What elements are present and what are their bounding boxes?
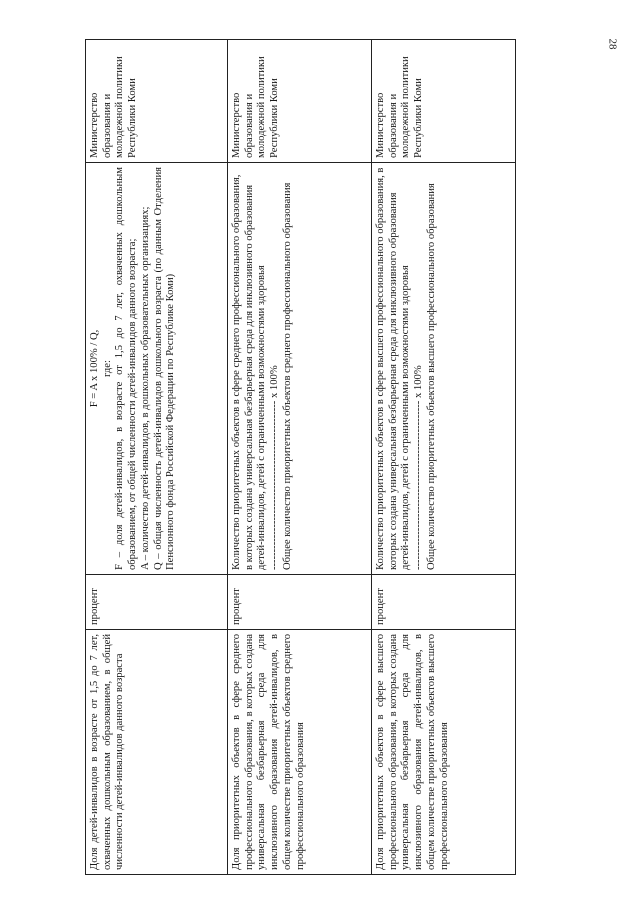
method-cell [372, 163, 516, 575]
unit-cell [372, 575, 516, 630]
indicator-name-cell [86, 630, 228, 875]
indicator-name: Доля приоритетных объектов в сфере высшего профессионального образования, в которых создана универсальная безбарьерная среда для инклюзивного образования детей-инвалидов, в общем количестве приоритетных объектов высшего профессионального образования [375, 634, 450, 870]
formula-where: где: [101, 360, 113, 377]
method-cell [228, 163, 372, 575]
unit-label: процент [231, 588, 242, 625]
responsible-cell [372, 40, 516, 163]
formula-definition: Q – общая численность детей-инвалидов дошкольного возраста (по данным Отделения Пенсионного фонда Российской Федерации по Республике Коми) [152, 167, 177, 570]
unit-cell [228, 575, 372, 630]
table-row [372, 40, 516, 875]
formula-definition: A – количество детей-инвалидов, в дошкольных образовательных организациях; [139, 206, 151, 570]
responsible-org: Министерство образования и молодежной политики Республики Коми [231, 56, 281, 158]
table-row [86, 40, 228, 875]
formula-denominator: Общее количество приоритетных объектов среднего профессионального образования [281, 182, 293, 570]
table-row [228, 40, 372, 875]
unit-label: процент [89, 588, 100, 625]
indicators-table [85, 39, 516, 875]
formula-numerator: Количество приоритетных объектов в сфере высшего профессионального образования, в которых создана универсальная безбарьерная среда для инклюзивного образования детей-инвалидов, детей с ограниченными возможностями здоровья [375, 167, 412, 570]
method-cell [86, 163, 228, 575]
unit-label: процент [375, 588, 386, 625]
responsible-cell [228, 40, 372, 163]
formula-fraction-line: ------------------------------------------------ x 100% [269, 365, 281, 570]
formula-fraction-line: ------------------------------------------------ x 100% [413, 365, 425, 570]
rotated-page-content [85, 40, 515, 875]
responsible-cell [86, 40, 228, 163]
formula-numerator: Количество приоритетных объектов в сфере среднего профессионального образования, в которых создана универсальная безбарьерная среда для инклюзивного образования детей-инвалидов, детей с ограниченными возможностями здоровья [231, 174, 268, 570]
indicator-name-cell [372, 630, 516, 875]
formula: F = A x 100% / Q, [89, 329, 100, 408]
unit-cell [86, 575, 228, 630]
indicator-name: Доля детей-инвалидов в возрасте от 1,5 до 7 лет, охваченных дошкольным образованием, в общей численности детей-инвалидов данного возраста [89, 634, 126, 870]
responsible-org: Министерство образования и молодежной политики Республики Коми [89, 56, 139, 158]
indicator-name: Доля приоритетных объектов в сфере среднего профессионального образования, в которых создана универсальная безбарьерная среда для инклюзивного образования детей-инвалидов, в общем количестве приоритетных объектов среднего профессионального образования [231, 634, 306, 870]
responsible-org: Министерство образования и молодежной политики Республики Коми [375, 56, 425, 158]
page-number: 28 [606, 38, 619, 50]
indicator-name-cell [228, 630, 372, 875]
formula-definition: F – доля детей-инвалидов, в возрасте от 1,5 до 7 лет, охваченных дошкольным образованием, от общей численности детей-инвалидов данного возраста; [114, 167, 139, 570]
formula-denominator: Общее количество приоритетных объектов высшего профессионального образования [425, 183, 437, 570]
